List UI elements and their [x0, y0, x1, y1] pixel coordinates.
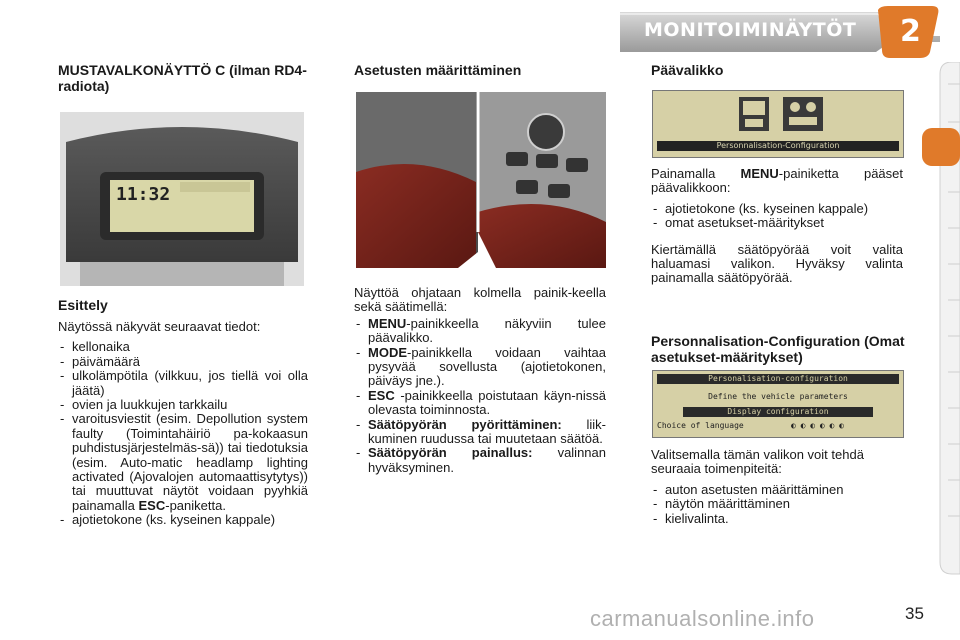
list-item: - kellonaika [58, 340, 308, 354]
chapter-number: 2 [900, 14, 921, 49]
list-item: - ovien ja luukkujen tarkkailu [58, 398, 308, 412]
list-item: - ulkolämpötila (vilkkuu, jos tiellä voi olla jäätä) [58, 369, 308, 398]
list-item: - näytön määrittäminen [651, 497, 903, 511]
list-item-warnings: - varoitusviestit (esim. Depollution system faulty (Toimintahäiriö pa-kokaasun puhdistusjärjestelmäs-sä)) tai tiedotuksia (esim. Auto-matic headlamp lighting activated (Ajovalojen automaattisytytys)) tai muuttuvat näytöt voidaan pyyhkiä painamalla ESC-paniketta. [58, 412, 308, 513]
page-number: 35 [905, 604, 924, 623]
intro-text: Näytössä näkyvät seuraavat tiedot: [58, 319, 261, 334]
chapter-tabs [922, 62, 960, 577]
list-item: - auton asetusten määrittäminen [651, 483, 903, 497]
watermark: carmanualsonline.info [590, 606, 815, 631]
list-item-mode: - MODE-painikkella voidaan vaihtaa pysyvää sovellusta (ajotietokonen, päiväys jne.). [354, 346, 606, 389]
screen-option: Define the vehicle parameters [708, 392, 848, 401]
list-item: - ajotietokone (ks. kyseinen kappale) [651, 202, 903, 216]
wheel-instructions: Kiertämällä säätöpyörää voit valita haluamasi valikon. Hyväksy valinta painamalla säätöpyörää. [651, 241, 903, 286]
personalisation-text: Valitsemalla tämän valikon voit tehdä seuraaia toimenpiteitä: [651, 447, 864, 477]
main-menu-text: Painamalla MENU-painiketta pääset päävalikkoon: [651, 166, 903, 196]
section-title: MONITOIMINÄYTÖT [644, 19, 857, 41]
list-item: - päivämäärä [58, 355, 308, 369]
personalisation-heading: Personnalisation-Configuration (Omat asetukset-määritykset) [651, 333, 905, 365]
settings-heading: Asetusten määrittäminen [354, 62, 522, 78]
list-item: - kielivalinta. [651, 512, 903, 526]
controls-photo [356, 92, 606, 268]
dashboard-display-photo [60, 112, 304, 286]
main-menu-heading: Päävalikko [651, 62, 724, 78]
list-item: - omat asetukset-määritykset [651, 216, 903, 230]
screen-option-selected: Display configuration [683, 407, 873, 417]
list-item-wheel-press: - Säätöpyörän painallus: valinnan hyväksyminen. [354, 446, 606, 475]
list-item-menu: - MENU-painikkeella näkyviin tulee päävalikko. [354, 317, 606, 346]
list-item-esc: - ESC -painikkeella poistutaan käyn-nissä olevasta toiminnosta. [354, 389, 606, 418]
main-menu-selection: Personnalisation-Configuration [657, 141, 899, 151]
screen-option: Choice of language [657, 421, 744, 430]
flag-icons: ◐ ◐ ◐ ◐ ◐ ◐ [791, 421, 844, 430]
list-item: - ajotietokone (ks. kyseinen kappale) [58, 513, 308, 527]
intro-heading: Esittely [58, 297, 108, 313]
display-time: 11:32 [116, 184, 171, 205]
personalisation-screen-title: Personalisation-configuration [657, 374, 899, 384]
main-menu-screen [652, 90, 904, 158]
list-item-wheel-rotate: - Säätöpyörän pyörittäminen: liik-kuminen ruudussa tai muutetaan säätöä. [354, 418, 606, 447]
display-c-heading: MUSTAVALKONÄYTTÖ C (ilman RD4-radiota) [58, 62, 307, 94]
controls-intro: Näyttöä ohjataan kolmella painik-keella sekä säätimellä: [354, 285, 606, 315]
personalisation-screen [652, 370, 904, 438]
